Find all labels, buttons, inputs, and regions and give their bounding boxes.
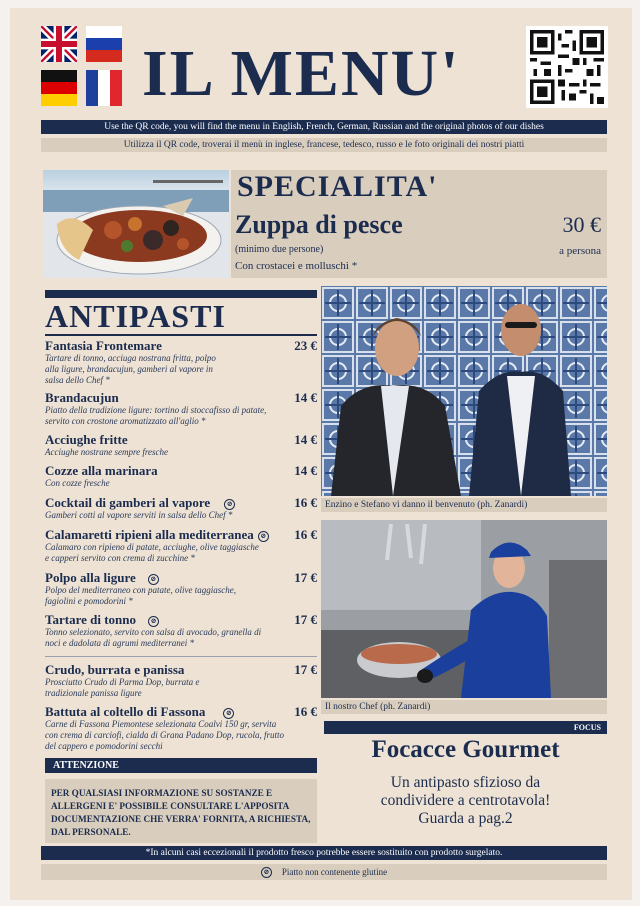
specialita-box [231,170,607,278]
focus-text-3: Guarda a pag.2 [418,810,513,827]
item-description: Polpo del mediterraneo con patate, olive taggiasche, fagiolini e pomodorini * [45,585,236,606]
item-description: Gamberi cotti al vapore serviti in salsa dello Chef * [45,510,233,520]
chef-photo [321,520,607,698]
menu-item [45,612,317,649]
item-price: 14 € [294,463,317,478]
item-price: 14 € [294,390,317,405]
info-bar-italian: Utilizza il QR code, troverai il menù in inglese, francese, tedesco, russo e le foto originali dei nostri piatti [41,138,607,152]
specialita-price: 30 € [562,212,601,237]
gluten-free-icon: ⊘ [224,499,235,510]
item-name: Battuta al coltello di Fassona [45,704,206,719]
antipasti-rule [45,290,317,298]
gluten-free-icon: ⊘ [223,708,234,719]
item-description: Con cozze fresche [45,478,110,488]
menu-item [45,570,317,607]
item-name: Crudo, burrata e panissa [45,662,185,677]
specialita-price-unit: a persona [559,245,601,257]
item-name: Cozze alla marinara [45,463,158,478]
owners-caption: Enzino e Stefano vi danno il benvenuto (ph. Zanardi) [321,498,607,512]
qr-code-icon[interactable] [526,26,608,108]
item-description: Tonno selezionato, servito con salsa di avocado, granella di noci e dadolata di agrumi mediterranei * [45,627,262,648]
item-name: Tartare di tonno [45,612,137,627]
item-price: 17 € [294,570,317,585]
specialita-note: (minimo due persone) [235,244,324,255]
menu-item [45,432,317,458]
item-name: Cocktail di gamberi al vapore [45,495,211,510]
item-name: Polpo alla ligure [45,570,136,585]
chef-caption: Il nostro Chef (ph. Zanardi) [321,700,607,714]
item-name: Brandacujun [45,390,119,405]
item-description: Piatto della tradizione ligure: tortino di stoccafisso di patate, servito con crostone aromatizzato all'aglio * [45,405,267,426]
menu-item [45,704,317,752]
footer-note: *In alcuni casi eccezionali il prodotto fresco potrebbe essere sostituito con prodotto surgelato. [41,846,607,860]
menu-item [45,463,317,489]
footer-legend-text: Piatto non contenente glutine [281,867,388,877]
item-description: Tartare di tonno, acciuga nostrana fritta, polpo alla ligure, brandacujun, gamberi al vapore in salsa dello Chef * [45,353,216,385]
item-description: Calamaro con ripieno di patate, acciughe, olive taggiasche e capperi servito con crema di zucchine * [45,542,259,563]
menu-title: IL MENU' [142,37,461,110]
specialita-description: Con crostacei e molluschi * [235,260,358,272]
item-description: Acciughe nostrane sempre fresche [45,447,169,457]
focus-text-1: Un antipasto sfizioso da [390,774,541,791]
gluten-free-icon: ⊘ [261,867,272,878]
menu-item [45,390,317,427]
zuppa-di-pesce-photo [43,170,229,278]
menu-page [10,8,632,900]
owners-photo [321,286,607,496]
item-price: 16 € [294,495,317,510]
item-price: 16 € [294,704,317,719]
gluten-free-icon: ⊘ [148,574,159,585]
uk-flag-icon [41,26,77,62]
specialita-heading: SPECIALITA' [237,170,438,203]
attenzione-heading: ATTENZIONE [45,758,317,773]
gluten-free-icon: ⊘ [148,616,159,627]
item-price: 14 € [294,432,317,447]
menu-item [45,527,317,564]
separator [45,656,317,657]
menu-item [45,662,317,699]
item-description: Prosciutto Crudo di Parma Dop, burrata e tradizionale panissa ligure [45,677,200,698]
footer-legend [41,864,607,880]
menu-item [45,338,317,386]
item-name: Acciughe fritte [45,432,128,447]
focus-text-2: condividere a centrotavola! [380,792,551,809]
germany-flag-icon [41,70,77,106]
item-price: 16 € [294,527,317,542]
focus-label-text: FOCUS [573,723,601,732]
item-name: Fantasia Frontemare [45,338,162,353]
item-description: Carne di Fassona Piemontese selezionata Coalvi 150 gr, servita con crema di carciofi, cialda di Grana Padano Dop, rucola, frutto del cappero e pomodorini secchi [45,719,285,751]
item-name: Calamaretti ripieni alla mediterranea [45,527,254,542]
france-flag-icon [86,70,122,106]
antipasti-heading: ANTIPASTI [45,298,226,334]
menu-item [45,495,317,521]
item-price: 23 € [294,338,317,353]
antipasti-rule-bottom [45,334,317,336]
specialita-dish: Zuppa di pesce [235,210,403,239]
attenzione-text: PER QUALSIASI INFORMAZIONE SU SOSTANZE E ALLERGENI E' POSSIBILE CONSULTARE L'APPOSITA DOCUMENTAZIONE CHE VERRA' FORNITA, A RICHIESTA, DAL PERSONALE. [45,779,317,843]
item-price: 17 € [294,662,317,677]
gluten-free-icon: ⊘ [258,531,269,542]
item-price: 17 € [294,612,317,627]
focus-label [324,721,607,734]
focus-title: Focacce Gourmet [371,736,560,763]
info-bar-english: Use the QR code, you will find the menu in English, French, German, Russian and the original photos of our dishes [41,120,607,134]
russia-flag-icon [86,26,122,62]
